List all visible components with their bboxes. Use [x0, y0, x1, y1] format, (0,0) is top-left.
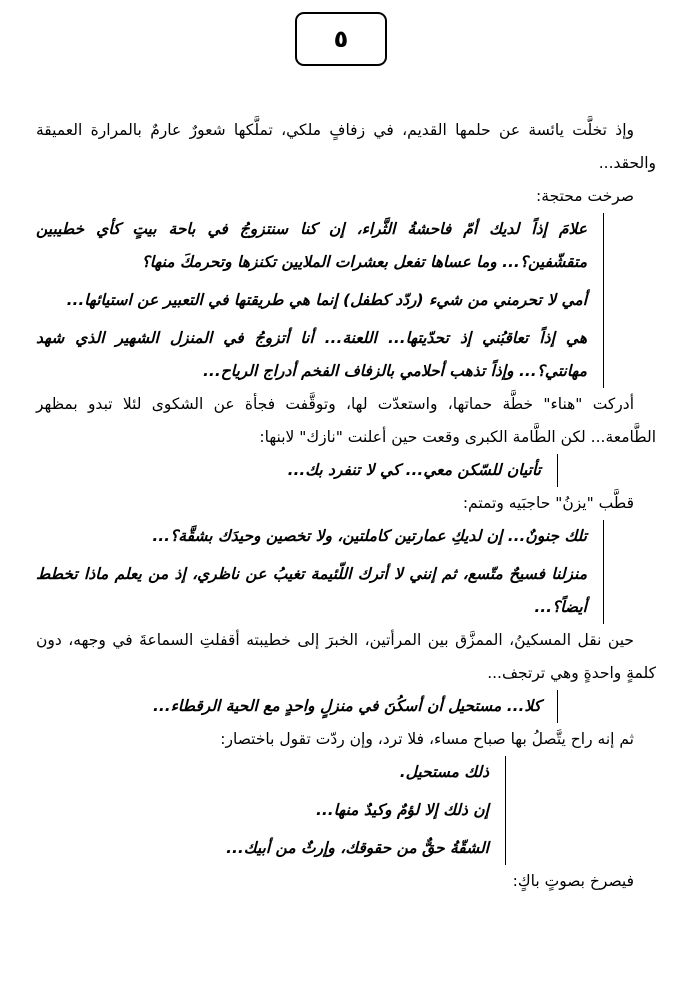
dialogue-block-protest	[36, 213, 604, 388]
paragraph-realization: أدركت "هناء" خطَّة حماتها، واستعدّت لها، وتوقَّفت فجأة عن الشكوى لئلا تبدو بمظهر الطَّامعة... لكن الطَّامة الكبرى وقعت حين أعلنت "نازك" لابنها:	[36, 395, 656, 446]
dialogue-line: الشقّةُ حقٌّ من حقوقك، وإرثٌ من أبيك...	[226, 839, 489, 857]
dialogue-line: كلا... مستحيل أن أسكُنَ في منزلٍ واحدٍ مع الحية الرقطاء...	[152, 697, 541, 715]
page-body	[36, 114, 656, 898]
dialogue-block-announcement	[36, 454, 558, 487]
page-number: ٥	[333, 25, 349, 53]
dialogue-block-short-replies	[36, 756, 506, 865]
dialogue-line: أمي لا تحرمني من شيء (ردّد كطفل) إنما هي طريقتها في التعبير عن استيائها...	[66, 291, 587, 309]
paragraph-frown: قطَّب "يزنُ" حاجبَيه وتمتم:	[462, 494, 634, 512]
page-number-box	[295, 12, 387, 66]
paragraph-protest-intro: صرخت محتجة:	[536, 187, 634, 205]
paragraph-opening: وإذ تخلَّت يائسة عن حلمها القديم، في زفافٍ ملكي، تملَّكها شعورٌ عارمٌ بالمرارة العميقة والحقد...	[36, 121, 656, 172]
dialogue-line: تلك جنونٌ... إن لديكِ عمارتين كاملتين، ولا تخصين وحيدَك بشقَّة؟...	[152, 527, 587, 545]
dialogue-line: ذلك مستحيل.	[399, 763, 489, 781]
paragraph-phone-call: حين نقل المسكينُ، الممزَّق بين المرأتين، الخبرَ إلى خطيبته أقفلتِ السماعةَ في وجهه، دون كلمةٍ واحدةٍ وهي ترتجف...	[36, 631, 656, 682]
dialogue-line: تأتيان للسّكن معي... كي لا تنفرد بك...	[287, 461, 541, 479]
paragraph-calls: ثم إنه راح يتَّصلُ بها صباح مساء، فلا ترد، وإن ردّت تقول باختصار:	[220, 730, 634, 748]
dialogue-line: علامَ إذاً لديك أمّ فاحشةُ الثَّراء، إن كنا سنتزوجُ في باحة بيتٍ كأي خطيبين متقشّفين؟... وما عساها تفعل بعشرات الملايين تكنزها وتحرمكَ منها؟	[36, 220, 587, 271]
dialogue-block-refusal	[36, 690, 558, 723]
dialogue-line: هي إذاً تعاقبُني إذ تحدّيتها... اللعنة... أنا أتزوجُ في المنزل الشهير الذي شهد مهانتي؟... وإذاً تذهب أحلامي بالزفاف الفخم أدراج الرياح...	[36, 329, 587, 380]
dialogue-line: منزلنا فسيحٌ متّسع، ثم إنني لا أترك اللّئيمة تغيبُ عن ناظري، إذ من يعلم ماذا تخطط أيضاً؟...	[36, 565, 587, 616]
paragraph-closing: فيصرخ بصوتٍ باكٍ:	[512, 872, 634, 890]
dialogue-line: إن ذلك إلا لؤمٌ وكيدٌ منها...	[315, 801, 489, 819]
dialogue-block-argument	[36, 520, 604, 624]
